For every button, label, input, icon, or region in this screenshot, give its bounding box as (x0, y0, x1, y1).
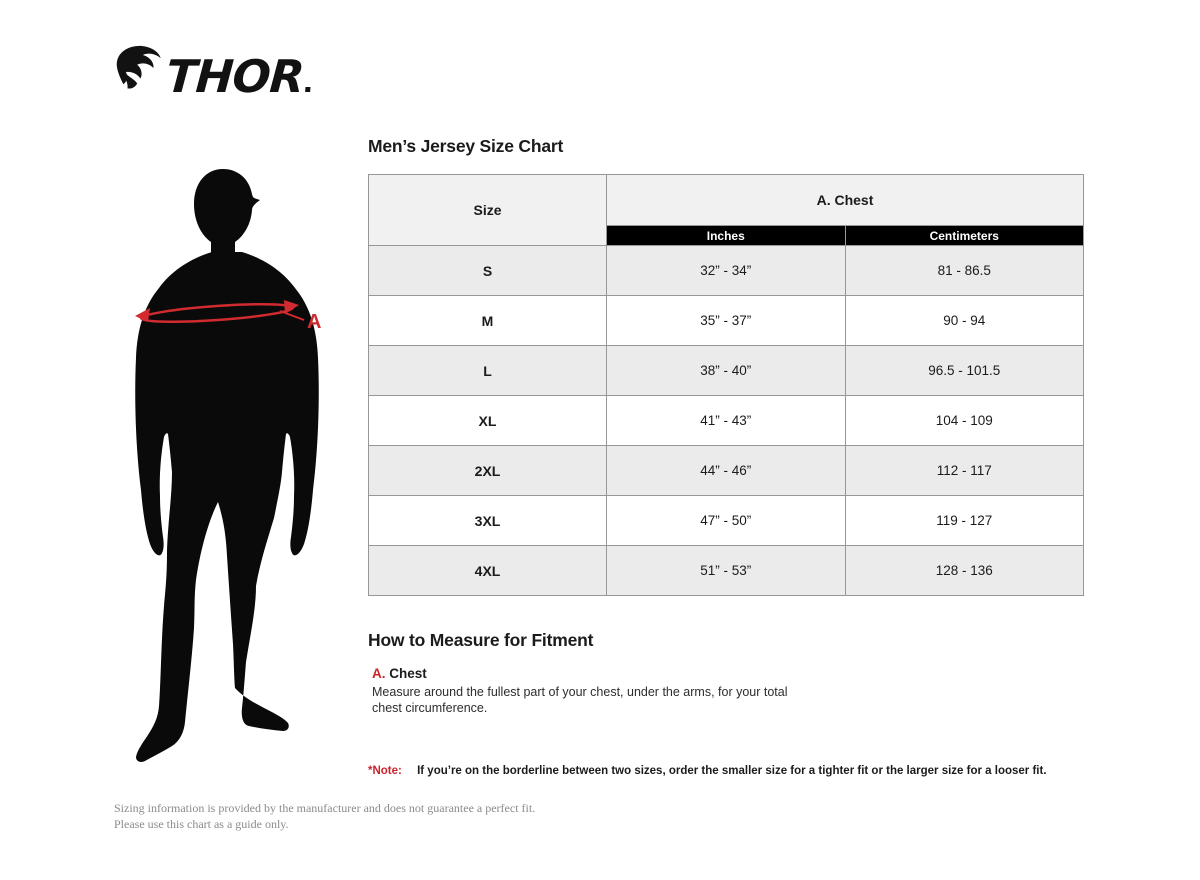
main-content (368, 136, 1084, 788)
inches-cell: 47” - 50” (607, 496, 846, 546)
measure-section-title: How to Measure for Fitment (368, 630, 594, 650)
sizing-note (368, 765, 1084, 777)
note-text: If you’re on the borderline between two sizes, order the smaller size for a tighter fit or the larger size for a looser fit. (417, 764, 1047, 777)
disclaimer-line-1: Sizing information is provided by the manufacturer and does not guarantee a perfect fit. (114, 801, 536, 815)
measure-item-chest (372, 666, 1084, 717)
size-cell: S (369, 246, 607, 296)
size-cell: L (369, 346, 607, 396)
size-chart-title: Men’s Jersey Size Chart (368, 136, 564, 156)
note-prefix: *Note: (368, 764, 402, 777)
centimeters-cell: 128 - 136 (845, 546, 1084, 596)
size-cell: 3XL (369, 496, 607, 546)
brand-logo (112, 42, 311, 104)
silhouette-head (194, 169, 260, 258)
inches-cell: 35” - 37” (607, 296, 846, 346)
column-header-chest: A. Chest (607, 175, 1084, 226)
table-row (369, 546, 1084, 596)
logo-trademark-dot (305, 87, 310, 92)
size-chart-table (368, 174, 1084, 596)
column-header-centimeters: Centimeters (845, 226, 1084, 246)
size-cell: XL (369, 396, 607, 446)
inches-cell: 44” - 46” (607, 446, 846, 496)
table-row (369, 446, 1084, 496)
measure-item-name: Chest (389, 666, 427, 681)
inches-cell: 41” - 43” (607, 396, 846, 446)
table-row (369, 246, 1084, 296)
centimeters-cell: 112 - 117 (845, 446, 1084, 496)
centimeters-cell: 81 - 86.5 (845, 246, 1084, 296)
brand-name: THOR (164, 50, 306, 104)
disclaimer-line-2: Please use this chart as a guide only. (114, 817, 289, 832)
centimeters-cell: 119 - 127 (845, 496, 1084, 546)
inches-cell: 51” - 53” (607, 546, 846, 596)
table-row (369, 296, 1084, 346)
brand-logo-text (164, 50, 313, 104)
inches-cell: 38” - 40” (607, 346, 846, 396)
silhouette-body (135, 252, 322, 762)
table-row (369, 396, 1084, 446)
disclaimer (114, 800, 535, 832)
body-measurement-figure (128, 166, 332, 774)
centimeters-cell: 90 - 94 (845, 296, 1084, 346)
inches-cell: 32” - 34” (607, 246, 846, 296)
measure-item-label (372, 666, 1084, 681)
measure-item-letter: A. (372, 666, 386, 681)
size-cell: M (369, 296, 607, 346)
size-cell: 2XL (369, 446, 607, 496)
measure-item-description: Measure around the fullest part of your chest, under the arms, for your total chest circumference. (372, 685, 788, 716)
table-row (369, 496, 1084, 546)
centimeters-cell: 104 - 109 (845, 396, 1084, 446)
chest-annotation-label: A (307, 311, 322, 333)
column-header-inches: Inches (607, 226, 846, 246)
size-cell: 4XL (369, 546, 607, 596)
column-header-size: Size (369, 175, 607, 246)
centimeters-cell: 96.5 - 101.5 (845, 346, 1084, 396)
thor-ram-icon (112, 42, 164, 100)
table-row (369, 346, 1084, 396)
